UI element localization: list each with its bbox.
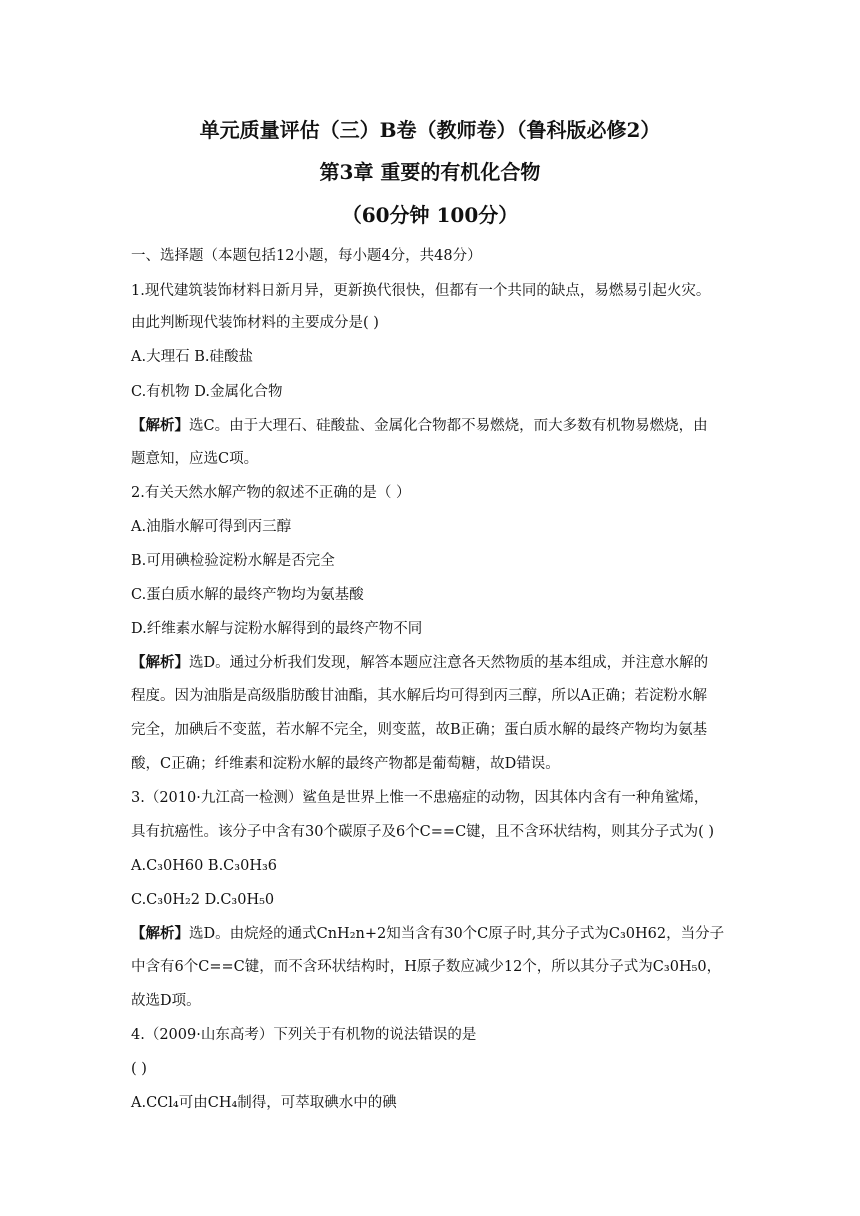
- q1-options-ab: A.大理石 B.硅酸盐: [131, 349, 253, 365]
- q4-answer-paren: ( ): [131, 1061, 147, 1077]
- q3-options-ab: A.C₃0H60 B.C₃0H₃6: [131, 858, 277, 874]
- q3-stem-line1: 3.（2010·九江高一检测）鲨鱼是世界上惟一不患癌症的动物，因其体内含有一种角鲨烯，: [131, 790, 709, 806]
- q2-analysis-line4: 酸，C正确；纤维素和淀粉水解的最终产物都是葡萄糖，故D错误。: [131, 756, 560, 772]
- q2-analysis-line3: 完全，加碘后不变蓝，若水解不完全，则变蓝，故B正确；蛋白质水解的最终产物均为氨基: [131, 722, 708, 738]
- q1-stem-line2: 由此判断现代装饰材料的主要成分是( ): [131, 315, 379, 331]
- q1-analysis-line2: 题意知，应选C项。: [131, 451, 259, 467]
- q1-options-cd: C.有机物 D.金属化合物: [131, 384, 283, 400]
- q2-stem: 2.有关天然水解产物的叙述不正确的是（ ）: [131, 485, 411, 501]
- q2-analysis-line2: 程度。因为油脂是高级脂肪酸甘油酯，其水解后均可得到丙三醇，所以A正确；若淀粉水解: [131, 688, 707, 704]
- q2-analysis-text: 选D。通过分析我们发现，解答本题应注意各天然物质的基本组成，并注意水解的: [189, 655, 709, 671]
- q1-stem-line1: 1.现代建筑装饰材料日新月异，更新换代很快，但都有一个共同的缺点，易燃易引起火灾。: [131, 283, 711, 299]
- analysis-label: 【解析】: [131, 654, 189, 671]
- q2-option-b: B.可用碘检验淀粉水解是否完全: [131, 553, 335, 569]
- exam-time-score: （60分钟 100分）: [341, 203, 519, 227]
- q1-analysis-line1: [131, 416, 708, 436]
- q3-analysis-line2: 中含有6个C==C键，而不含环状结构时，H原子数应减少12个，所以其分子式为C₃0H₅0，: [131, 959, 722, 975]
- analysis-label: 【解析】: [131, 925, 189, 942]
- q3-analysis-text: 选D。由烷烃的通式CnH₂n+2知当含有30个C原子时,其分子式为C₃0H62，当分子: [189, 926, 725, 942]
- q2-analysis-line1: [131, 653, 708, 673]
- q4-option-a: A.CCl₄可由CH₄制得，可萃取碘水中的碘: [131, 1095, 397, 1111]
- analysis-label: 【解析】: [131, 417, 189, 434]
- q1-analysis-text: 选C。由于大理石、硅酸盐、金属化合物都不易燃烧，而大多数有机物易燃烧，由: [189, 418, 708, 434]
- q2-option-a: A.油脂水解可得到丙三醇: [131, 519, 292, 535]
- q2-option-d: D.纤维素水解与淀粉水解得到的最终产物不同: [131, 621, 423, 637]
- q4-stem: 4.（2009·山东高考）下列关于有机物的说法错误的是: [131, 1027, 477, 1043]
- q3-analysis-line3: 故选D项。: [131, 993, 201, 1009]
- chapter-title: 第3章 重要的有机化合物: [319, 160, 541, 184]
- q3-analysis-line1: [131, 924, 724, 944]
- q3-stem-line2: 具有抗癌性。该分子中含有30个碳原子及6个C==C键，且不含环状结构，则其分子式为( ): [131, 824, 715, 840]
- section-heading: 一、选择题（本题包括12小题，每小题4分，共48分）: [131, 248, 482, 264]
- q3-options-cd: C.C₃0H₂2 D.C₃0H₅0: [131, 892, 275, 908]
- document-title: 单元质量评估（三）B卷（教师卷）（鲁科版必修2）: [199, 118, 661, 142]
- q2-option-c: C.蛋白质水解的最终产物均为氨基酸: [131, 587, 364, 603]
